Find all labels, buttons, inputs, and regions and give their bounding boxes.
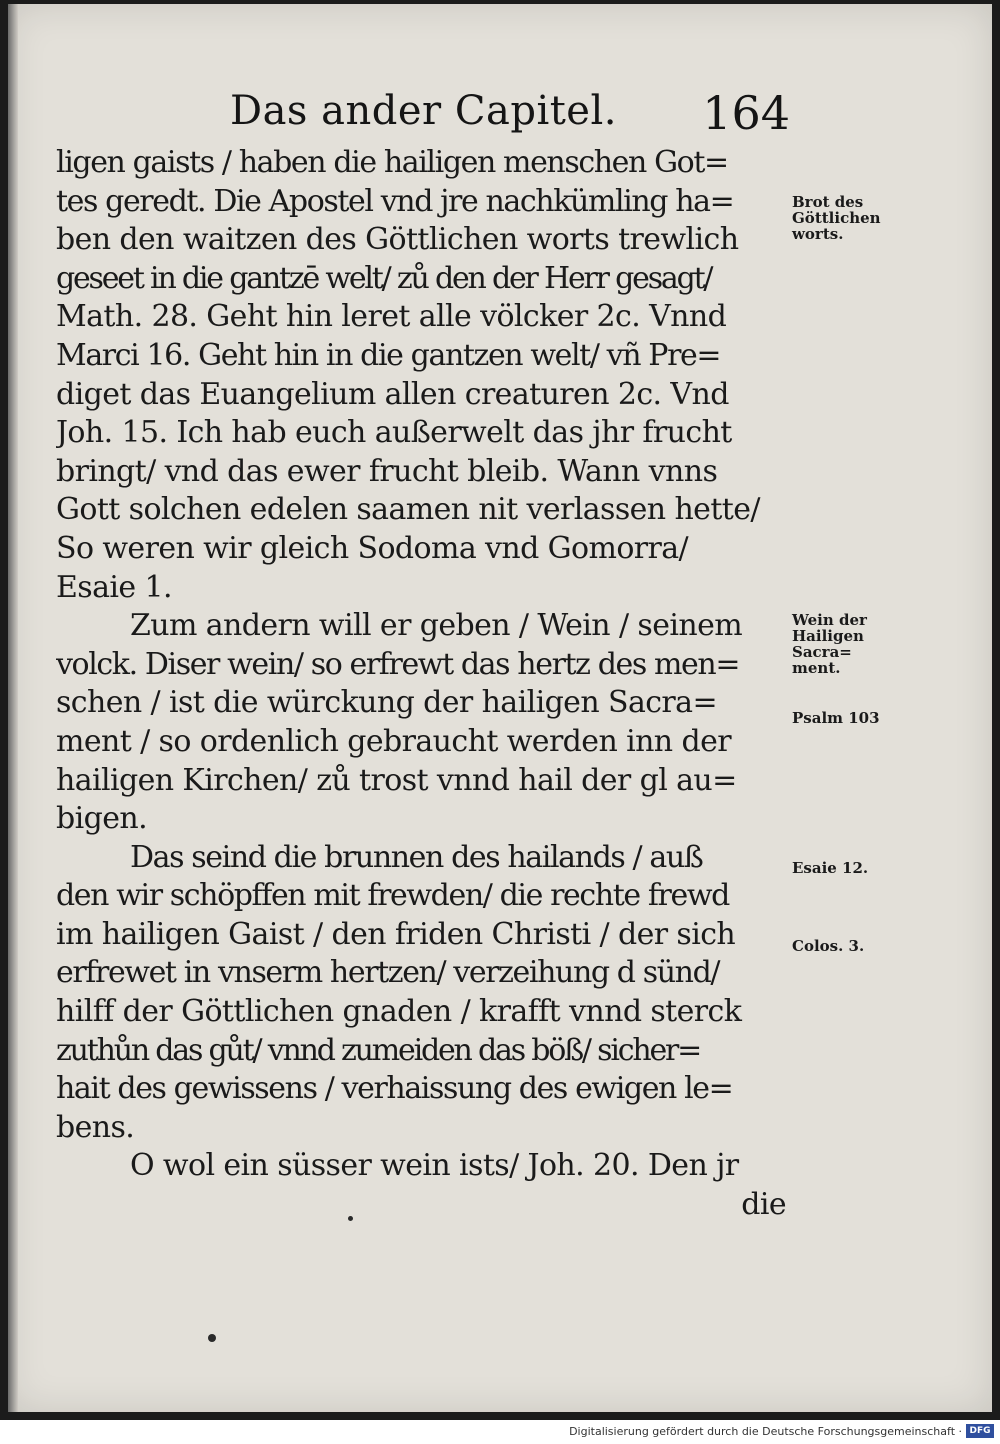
- text-line: Zum andern will er geben / Wein / seinem: [130, 608, 743, 644]
- margin-note-line: Hailigen: [792, 627, 864, 645]
- margin-note-line: Esaie 12.: [792, 859, 869, 877]
- text-line: Math. 28. Geht hin leret alle völcker 2c. Vnnd: [56, 299, 727, 335]
- text-line: zuthůn das gůt/ vnnd zumeiden das böß/ sicher=: [56, 1032, 701, 1068]
- text-line: schen / ist die würckung der hailigen Sacra=: [56, 685, 717, 721]
- text-line: hilff der Göttlichen gnaden / krafft vnnd sterck: [56, 994, 742, 1030]
- text-line: Esaie 1.: [56, 569, 172, 605]
- text-line: ment / so ordenlich gebraucht werden inn der: [56, 723, 731, 759]
- margin-note-line: Sacra=: [792, 643, 852, 661]
- margin-note-line: Colos. 3.: [792, 937, 865, 955]
- text-line: ben den waitzen des Göttlichen worts trewlich: [56, 222, 739, 258]
- text-line: Marci 16. Geht hin in die gantzen welt/ vñ Pre=: [56, 337, 721, 373]
- text-line: geseet in die gantzē welt/ zů den der Herr gesagt/: [56, 260, 712, 296]
- margin-note-line: Brot des: [792, 193, 864, 211]
- margin-note-esaie: [792, 860, 912, 876]
- margin-note-colos: [792, 938, 912, 954]
- text-line: bringt/ vnd das ewer frucht bleib. Wann vnns: [56, 453, 718, 489]
- text-line: volck. Diser wein/ so erfrewt das hertz des men=: [56, 646, 740, 682]
- margin-note-brot: [792, 194, 912, 242]
- text-line: hait des gewissens / verhaissung des ewigen le=: [56, 1071, 733, 1107]
- text-line: tes geredt. Die Apostel vnd jre nachkümling ha=: [56, 183, 734, 219]
- margin-note-line: Wein der: [792, 611, 867, 629]
- text-line: im hailigen Gaist / den friden Christi / der sich: [56, 916, 736, 952]
- text-line: erfrewet in vnserm hertzen/ verzeihung d sünd/: [56, 955, 720, 991]
- body-text: [56, 144, 786, 1225]
- text-line: bens.: [56, 1109, 135, 1145]
- footer-bar: [0, 1420, 1000, 1444]
- page-header: [230, 86, 790, 146]
- text-line: Gott solchen edelen saamen nit verlassen hette/: [56, 492, 760, 528]
- running-title: Das ander Capitel.: [230, 88, 617, 134]
- margin-note-line: Göttlichen: [792, 209, 881, 227]
- text-line: den wir schöpffen mit frewden/ die rechte frewd: [56, 878, 729, 914]
- margin-note-wein: [792, 612, 912, 676]
- text-line: hailigen Kirchen/ zů trost vnnd hail der gl au=: [56, 762, 737, 798]
- margin-note-line: worts.: [792, 225, 844, 243]
- text-line: diget das Euangelium allen creaturen 2c. Vnd: [56, 376, 729, 412]
- margin-note-psalm: [792, 710, 912, 726]
- page-spine: [8, 4, 18, 1412]
- margin-note-line: ment.: [792, 659, 841, 677]
- dfg-logo: DFG: [966, 1424, 994, 1438]
- text-line: O wol ein süsser wein ists/ Joh. 20. Den jr: [130, 1148, 739, 1184]
- text-line: Das seind die brunnen des hailands / auß: [130, 839, 703, 875]
- page-number: 164: [702, 86, 790, 140]
- text-line: die: [741, 1187, 786, 1223]
- ink-speck: [208, 1334, 216, 1342]
- ink-speck: [348, 1216, 353, 1221]
- funding-credit: Digitalisierung gefördert durch die Deutsche Forschungsgemeinschaft ·: [569, 1425, 962, 1438]
- text-line: Joh. 15. Ich hab euch außerwelt das jhr frucht: [56, 415, 732, 451]
- book-page: [8, 4, 992, 1412]
- text-line: So weren wir gleich Sodoma vnd Gomorra/: [56, 530, 689, 566]
- margin-note-line: Psalm 103: [792, 709, 880, 727]
- text-line: bigen.: [56, 801, 148, 837]
- text-line: ligen gaists / haben die hailigen menschen Got=: [56, 145, 728, 180]
